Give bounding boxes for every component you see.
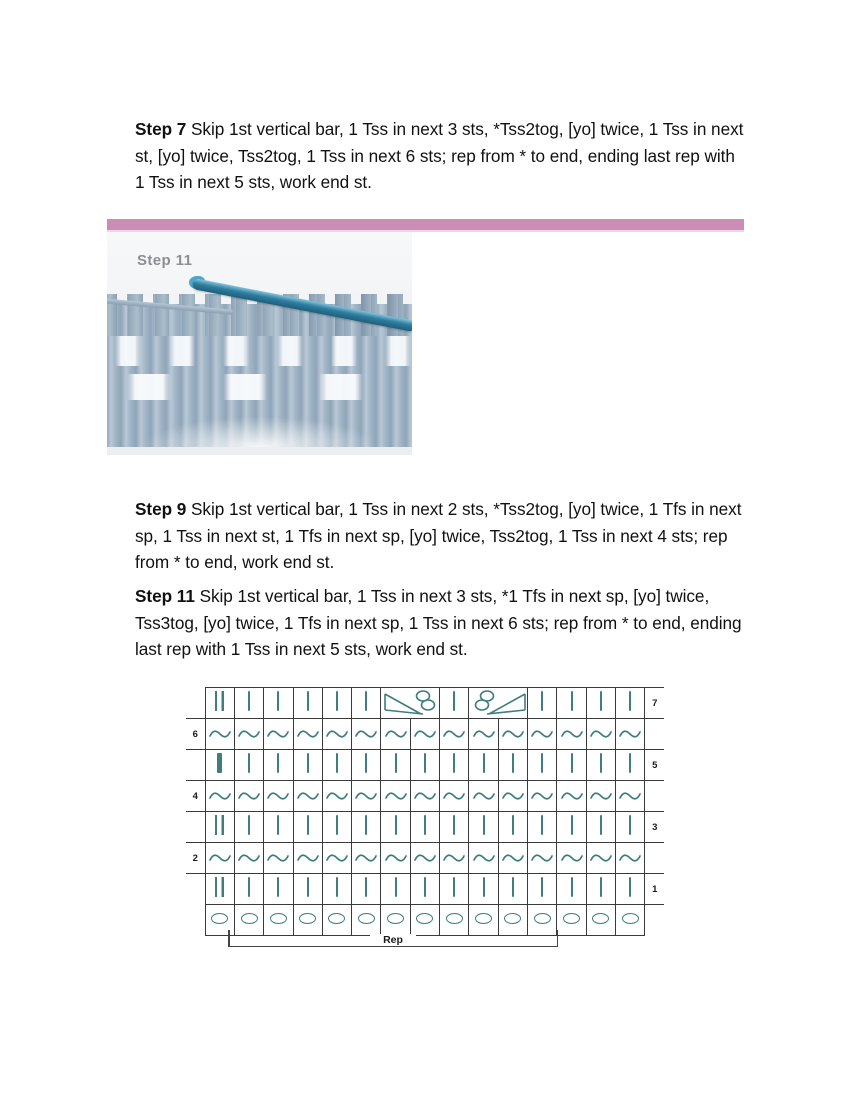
stitch-symbol-wave (443, 729, 465, 738)
stitch-symbol-wave (209, 791, 231, 800)
stitch-symbol-bar (571, 753, 573, 773)
chart-cell (264, 812, 293, 843)
chart-cell (469, 843, 498, 874)
stitch-symbol-decrease-right (469, 688, 528, 719)
stitch-symbol-bar (453, 815, 455, 835)
stitch-symbol-wave (297, 729, 319, 738)
stitch-symbol-bar (277, 691, 279, 711)
paragraph-step-7 (135, 116, 747, 196)
chart-row (186, 874, 664, 905)
stitch-symbol-wave (531, 853, 553, 862)
stitch-symbol-bar (336, 815, 338, 835)
chart-cell (440, 688, 469, 719)
stitch-symbol-bar (541, 691, 543, 711)
chart-cell (293, 812, 322, 843)
chart-cell (234, 688, 263, 719)
chart-cell (205, 812, 234, 843)
stitch-symbol-wave (531, 729, 553, 738)
chart-cell (205, 781, 234, 812)
tutorial-photo-step-11 (107, 232, 412, 455)
chart-cell (528, 874, 557, 905)
stitch-symbol-bar (277, 753, 279, 773)
chart-cell (440, 812, 469, 843)
chart-cell (381, 843, 410, 874)
stitch-symbol-wave (473, 791, 495, 800)
stitch-symbol-wave (502, 791, 524, 800)
stitch-symbol-bar (365, 877, 367, 897)
chart-cell (234, 750, 263, 781)
stitch-symbol-bar (395, 815, 397, 835)
stitch-symbol-bar (571, 877, 573, 897)
chart-cell (469, 781, 498, 812)
stitch-symbol-wave (561, 791, 583, 800)
stitch-symbol-wave (326, 853, 348, 862)
chart-cell (616, 750, 645, 781)
stitch-symbol-bar (483, 815, 485, 835)
stitch-symbol-bar (365, 753, 367, 773)
stitch-symbol-bar (336, 691, 338, 711)
stitch-chart-grid (186, 687, 664, 936)
stitch-symbol-bar (629, 877, 631, 897)
stitch-symbol-bar (395, 877, 397, 897)
chart-cell (381, 812, 410, 843)
chart-cell (352, 843, 381, 874)
chart-cell (557, 719, 586, 750)
chart-cell (616, 843, 645, 874)
stitch-symbol-chain-oval (475, 913, 492, 924)
stitch-symbol-bar (571, 691, 573, 711)
step-body-11: Skip 1st vertical bar, 1 Tss in next 3 sts, *1 Tfs in next sp, [yo] twice, Tss3tog, [yo] twice, 1 Tfs in next sp, 1 Tss in next 6 sts; rep from * to end, ending last rep with 1 Tss in next 5 sts, work end st. (135, 586, 742, 660)
stitch-symbol-chain-oval (270, 913, 287, 924)
stitch-symbol-chain-oval (563, 913, 580, 924)
chart-cell (469, 812, 498, 843)
chart-cell (557, 688, 586, 719)
stitch-symbol-chain-oval (358, 913, 375, 924)
stitch-symbol-wave (619, 791, 641, 800)
chart-cell (410, 719, 439, 750)
stitch-symbol-bar (424, 877, 426, 897)
stitch-symbol-bar (248, 877, 250, 897)
stitch-symbol-wave (473, 729, 495, 738)
stitch-symbol-chain-oval (592, 913, 609, 924)
chart-cell (616, 781, 645, 812)
stitch-symbol-bar (307, 815, 309, 835)
stitch-symbol-wave (590, 791, 612, 800)
chart-cell (264, 843, 293, 874)
stitch-symbol-bar (571, 815, 573, 835)
pink-divider-bar (107, 219, 744, 230)
chart-row-gutter-left (186, 812, 205, 843)
step-body-7: Skip 1st vertical bar, 1 Tss in next 3 sts, *Tss2tog, [yo] twice, 1 Tss in next st, [yo] twice, Tss2tog, 1 Tss in next 6 sts; rep from * to end, ending last rep with 1 Tss in next 5 sts, work end st. (135, 119, 744, 193)
stitch-symbol-bar (512, 877, 514, 897)
chart-row-gutter-right (645, 719, 664, 750)
chart-cell (293, 719, 322, 750)
chart-row (186, 843, 664, 874)
chart-cell (586, 812, 615, 843)
stitch-symbol-wave (326, 729, 348, 738)
stitch-symbol-wave (297, 791, 319, 800)
stitch-symbol-wave (502, 729, 524, 738)
chart-cell (352, 719, 381, 750)
chart-cell (264, 874, 293, 905)
stitch-symbol-bar (600, 815, 602, 835)
paragraph-step-11 (135, 583, 747, 663)
chart-row-gutter-right (645, 843, 664, 874)
chart-row-number-left: 4 (186, 781, 205, 812)
chart-row (186, 719, 664, 750)
chart-cell (234, 812, 263, 843)
stitch-symbol-bar (600, 691, 602, 711)
chart-cell (293, 750, 322, 781)
chart-cell (586, 781, 615, 812)
stitch-symbol-wave (326, 791, 348, 800)
stitch-symbol-wave (297, 853, 319, 862)
chart-cell (264, 781, 293, 812)
stitch-symbol-double-bar (215, 691, 224, 711)
chart-row-gutter-left (186, 750, 205, 781)
chart-cell (586, 719, 615, 750)
stitch-symbol-bar (453, 753, 455, 773)
chart-cell (264, 688, 293, 719)
chart-cell (498, 843, 527, 874)
stitch-symbol-bar (629, 753, 631, 773)
stitch-symbol-bar (541, 877, 543, 897)
chart-cell (381, 781, 410, 812)
stitch-symbol-bar (453, 691, 455, 711)
chart-cell (322, 843, 351, 874)
stitch-symbol-chain-oval (241, 913, 258, 924)
stitch-symbol-wave (561, 729, 583, 738)
chart-cell (234, 843, 263, 874)
chart-cell (498, 750, 527, 781)
stitch-symbol-bar (248, 753, 250, 773)
chart-cell (322, 688, 351, 719)
chart-cell (528, 843, 557, 874)
stitch-symbol-wave (385, 729, 407, 738)
lace-openwork-row-upper (107, 336, 412, 366)
chart-cell (586, 688, 615, 719)
stitch-symbol-wave (355, 791, 377, 800)
chart-cell (205, 874, 234, 905)
chart-row-number-right: 5 (645, 750, 664, 781)
stitch-symbol-thick-bar (217, 753, 222, 773)
chart-cell (410, 843, 439, 874)
stitch-symbol-wave (531, 791, 553, 800)
lace-openwork-row-lower (107, 374, 412, 400)
chart-row-gutter-left (186, 688, 205, 719)
chart-row-gutter-right (645, 905, 664, 936)
chart-cell (557, 812, 586, 843)
stitch-symbol-wave (267, 791, 289, 800)
stitch-symbol-bar (600, 877, 602, 897)
chart-row (186, 750, 664, 781)
stitch-symbol-bar (483, 753, 485, 773)
chart-row-number-left: 6 (186, 719, 205, 750)
stitch-symbol-wave (619, 853, 641, 862)
chart-row-number-left: 2 (186, 843, 205, 874)
stitch-symbol-wave (414, 853, 436, 862)
chart-cell (528, 750, 557, 781)
chart-cell (557, 874, 586, 905)
chart-cell (586, 750, 615, 781)
step-label-11: Step 11 (135, 586, 195, 607)
stitch-symbol-chain-oval (299, 913, 316, 924)
stitch-symbol-chain-oval (446, 913, 463, 924)
stitch-symbol-bar (336, 753, 338, 773)
chart-cell (557, 905, 586, 936)
chart-cell (205, 843, 234, 874)
stitch-symbol-chain-oval (211, 913, 228, 924)
repeat-bracket (228, 927, 558, 947)
chart-cell (440, 874, 469, 905)
stitch-symbol-wave (238, 729, 260, 738)
chart-cell (205, 719, 234, 750)
chart-cell (440, 843, 469, 874)
repeat-bracket-right-tick (557, 930, 559, 947)
stitch-symbol-wave (443, 853, 465, 862)
chart-cell (410, 750, 439, 781)
stitch-symbol-wave (414, 729, 436, 738)
photo-caption: Step 11 (137, 252, 193, 269)
stitch-symbol-wave (209, 853, 231, 862)
stitch-symbol-wave (355, 853, 377, 862)
chart-cell (322, 719, 351, 750)
step-label-7: Step 7 (135, 119, 187, 140)
chart-cell (528, 812, 557, 843)
chart-cell (410, 781, 439, 812)
stitch-symbol-double-bar (215, 815, 224, 835)
stitch-symbol-bar (248, 815, 250, 835)
chart-cell (352, 750, 381, 781)
chart-cell (528, 719, 557, 750)
chart-cell (205, 750, 234, 781)
chart-cell (498, 719, 527, 750)
stitch-symbol-wave (238, 853, 260, 862)
stitch-symbol-wave (209, 729, 231, 738)
chart-row (186, 688, 664, 719)
stitch-symbol-wave (385, 853, 407, 862)
chart-cell (234, 719, 263, 750)
stitch-symbol-wave (267, 853, 289, 862)
stitch-symbol-chain-oval (328, 913, 345, 924)
step-label-9: Step 9 (135, 499, 187, 520)
chart-cell (440, 750, 469, 781)
chart-cell (557, 750, 586, 781)
chart-cell (469, 750, 498, 781)
chart-cell (205, 688, 234, 719)
chart-cell (498, 874, 527, 905)
stitch-symbol-decrease-left (381, 688, 440, 719)
stitch-symbol-double-bar (215, 877, 224, 897)
chart-cell (586, 905, 615, 936)
chart-cell (469, 874, 498, 905)
stitch-symbol-chain-oval (622, 913, 639, 924)
chart-cell (586, 874, 615, 905)
stitch-symbol-bar (277, 877, 279, 897)
stitch-symbol-bar (248, 691, 250, 711)
stitch-symbol-wave (238, 791, 260, 800)
chart-cell (557, 781, 586, 812)
chart-cell (264, 750, 293, 781)
chart-cell (293, 781, 322, 812)
chart-row-number-right: 7 (645, 688, 664, 719)
stitch-symbol-bar (395, 753, 397, 773)
chart-cell (352, 874, 381, 905)
stitch-symbol-bar (307, 691, 309, 711)
stitch-symbol-wave (355, 729, 377, 738)
paragraph-step-9 (135, 496, 747, 576)
chart-cell (381, 719, 410, 750)
stitch-symbol-wave (619, 729, 641, 738)
chart-cell (616, 874, 645, 905)
stitch-symbol-wave (443, 791, 465, 800)
chart-cell (293, 688, 322, 719)
chart-cell (557, 843, 586, 874)
chart-cell (322, 874, 351, 905)
stitch-symbol-bar (424, 753, 426, 773)
stitch-symbol-bar (512, 815, 514, 835)
stitch-symbol-bar (336, 877, 338, 897)
chart-row-gutter-left (186, 905, 205, 936)
repeat-label: Rep (370, 934, 416, 946)
chart-cell (234, 874, 263, 905)
stitch-symbol-bar (365, 691, 367, 711)
chart-cell (440, 781, 469, 812)
stitch-symbol-wave (590, 729, 612, 738)
chart-cell (498, 812, 527, 843)
chart-cell (498, 781, 527, 812)
chart-cell (264, 719, 293, 750)
stitch-symbol-bar (277, 815, 279, 835)
chart-cell (616, 905, 645, 936)
chart-cell (322, 781, 351, 812)
stitch-symbol-bar (307, 877, 309, 897)
chart-cell (528, 688, 557, 719)
chart-row-number-right: 1 (645, 874, 664, 905)
stitch-symbol-bar (629, 691, 631, 711)
stitch-symbol-bar (512, 753, 514, 773)
chart-row-gutter-left (186, 874, 205, 905)
chart-cell (616, 688, 645, 719)
stitch-symbol-bar (541, 815, 543, 835)
chart-cell (469, 719, 498, 750)
chart-cell (352, 781, 381, 812)
chart-cell (381, 750, 410, 781)
chart-cell (586, 843, 615, 874)
chart-cell (528, 781, 557, 812)
chart-row-gutter-right (645, 781, 664, 812)
stitch-symbol-bar (453, 877, 455, 897)
stitch-symbol-chain-oval (504, 913, 521, 924)
stitch-symbol-chain-oval (534, 913, 551, 924)
step-body-9: Skip 1st vertical bar, 1 Tss in next 2 sts, *Tss2tog, [yo] twice, 1 Tfs in next sp, 1 Tss in next st, 1 Tfs in next sp, [yo] twice, Tss2tog, 1 Tss in next 4 sts; rep from * to end, work end st. (135, 499, 742, 573)
chart-cell (293, 874, 322, 905)
chart-row-number-right: 3 (645, 812, 664, 843)
chart-row (186, 781, 664, 812)
chart-cell (352, 812, 381, 843)
chart-cell (381, 874, 410, 905)
chart-row (186, 812, 664, 843)
stitch-symbol-bar (541, 753, 543, 773)
stitch-symbol-wave (473, 853, 495, 862)
chart-cell (410, 874, 439, 905)
chart-cell (293, 843, 322, 874)
stitch-symbol-bar (307, 753, 309, 773)
stitch-symbol-bar (424, 815, 426, 835)
stitch-chart (186, 687, 664, 936)
stitch-symbol-wave (502, 853, 524, 862)
stitch-symbol-wave (414, 791, 436, 800)
chart-cell (322, 812, 351, 843)
repeat-bracket-left-tick (228, 930, 230, 947)
stitch-symbol-bar (600, 753, 602, 773)
stitch-symbol-chain-oval (387, 913, 404, 924)
stitch-symbol-chain-oval (416, 913, 433, 924)
chart-cell (616, 812, 645, 843)
stitch-symbol-wave (561, 853, 583, 862)
stitch-symbol-bar (365, 815, 367, 835)
chart-cell (410, 812, 439, 843)
chart-cell (234, 781, 263, 812)
stitch-symbol-bar (629, 815, 631, 835)
chart-cell (322, 750, 351, 781)
stitch-symbol-wave (385, 791, 407, 800)
stitch-symbol-wave (590, 853, 612, 862)
stitch-symbol-wave (267, 729, 289, 738)
chart-cell (440, 719, 469, 750)
stitch-symbol-bar (483, 877, 485, 897)
chart-cell (616, 719, 645, 750)
chart-cell (352, 688, 381, 719)
